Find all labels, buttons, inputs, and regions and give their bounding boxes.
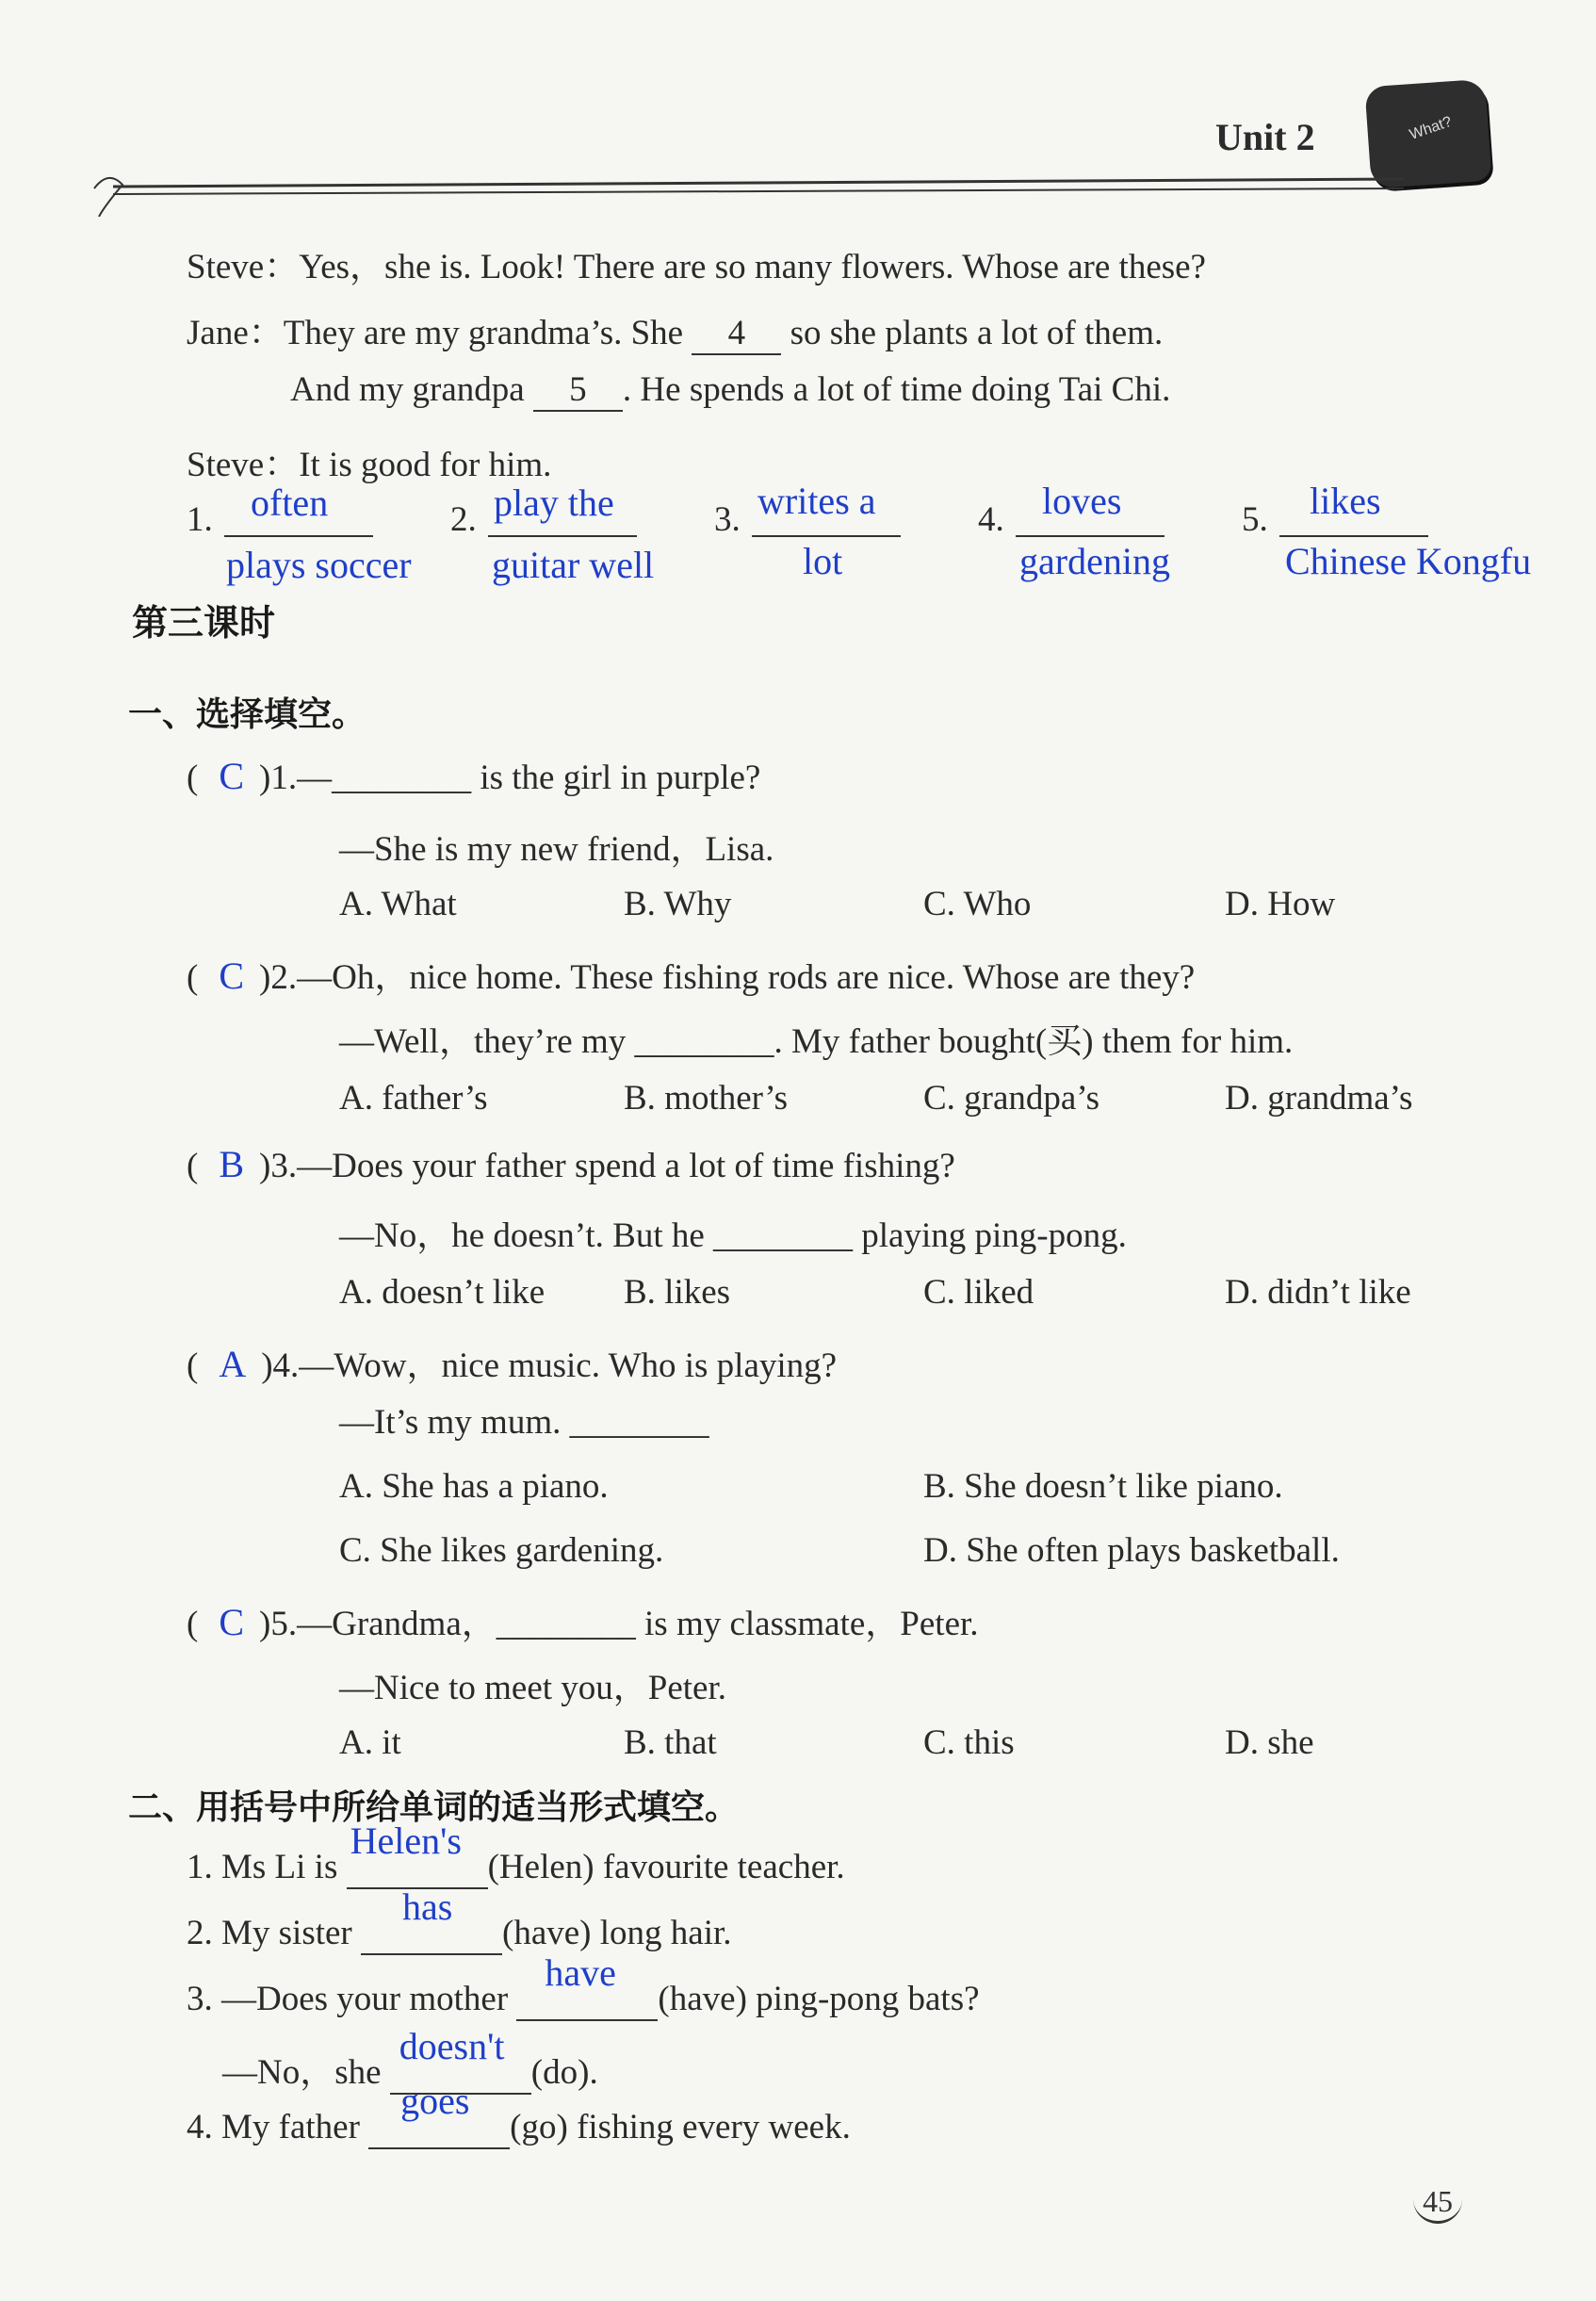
question-3: ( B )3.—Does your father spend a lot of time fishing? [187,1143,955,1185]
section2-title: 二、用括号中所给单词的适当形式填空。 [128,1788,740,1827]
fill-item-1: 1. Ms Li is Helen's (Helen) favourite teacher. [187,1847,845,1889]
question-2-reply: —Well，they’re my ________. My father bought(买) them for him. [339,1022,1294,1061]
q4-option-b: B. She doesn’t like piano. [923,1467,1283,1506]
q2-option-a: A. father’s [339,1079,488,1118]
question-1: ( C )1.—________ is the girl in purple? [187,755,761,797]
q4-option-d: D. She often plays basketball. [923,1531,1340,1570]
q2-option-c: C. grandpa’s [923,1079,1100,1118]
question-5-reply: —Nice to meet you，Peter. [339,1669,727,1707]
q4-option-c: C. She likes gardening. [339,1531,664,1570]
q5-option-c: C. this [923,1723,1015,1762]
q3-option-b: B. likes [624,1273,731,1312]
question-3-reply: —No，he doesn’t. But he ________ playing ping-pong. [339,1216,1127,1255]
blank-4: 4 [692,313,781,355]
q1-option-a: A. What [339,885,457,923]
q5-option-a: A. it [339,1723,401,1762]
dialogue-line-4: Steve：It is good for him. [187,446,552,484]
q3-option-a: A. doesn’t like [339,1273,546,1312]
page-number: 45 [1413,2184,1462,2224]
q3-option-c: C. liked [923,1273,1034,1312]
unit-label: Unit 2 [1215,116,1315,158]
fill-item-3-reply: —No，she doesn't (do). [222,2043,598,2095]
header-rule [85,151,1517,217]
q4-option-a: A. She has a piano. [339,1467,609,1506]
question-2: ( C )2.—Oh，nice home. These fishing rods are nice. Whose are they? [187,955,1196,997]
q1-option-c: C. Who [923,885,1032,923]
question-1-reply: —She is my new friend，Lisa. [339,830,774,869]
question-5: ( C )5.—Grandma，________ is my classmate，Peter. [187,1601,979,1643]
blank-5: 5 [533,369,623,412]
dialogue-line-1: Steve：Yes，she is. Look! There are so many flowers. Whose are these? [187,248,1206,286]
q5-option-d: D. she [1225,1723,1314,1762]
lesson-title: 第三课时 [132,602,276,644]
q3-option-d: D. didn’t like [1225,1273,1411,1312]
q2-option-b: B. mother’s [624,1079,789,1118]
fill-item-2: 2. My sister has (have) long hair. [187,1913,732,1955]
fill-item-3: 3. —Does your mother have (have) ping-pong bats? [187,1979,980,2021]
q5-option-b: B. that [624,1723,717,1762]
question-4: ( A )4.—Wow，nice music. Who is playing? [187,1343,838,1385]
fill-item-4: 4. My father goes (go) fishing every week. [187,2107,851,2149]
dialogue-line-2: Jane：They are my grandma’s. She 4 so she plants a lot of them. [187,303,1163,355]
question-4-reply: —It’s my mum. ________ [339,1403,709,1442]
q1-option-b: B. Why [624,885,732,923]
q2-option-d: D. grandma’s [1225,1079,1413,1118]
dialogue-line-3: And my grandpa 5 . He spends a lot of time doing Tai Chi. [290,369,1170,412]
badge-text: What? [1407,113,1455,143]
section1-title: 一、选择填空。 [128,695,366,734]
q1-option-d: D. How [1225,885,1336,923]
